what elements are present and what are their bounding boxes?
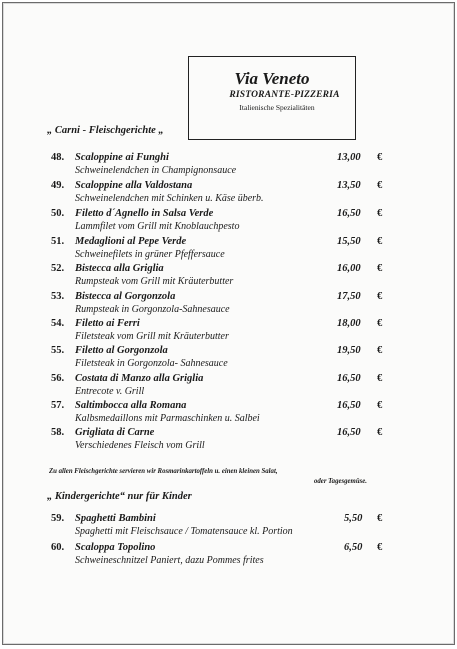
side-dish-note	[49, 467, 367, 487]
item-price: 19,50	[337, 345, 361, 356]
item-number: 58.	[51, 427, 65, 438]
item-description: Schweineschnitzel Paniert, dazu Pommes frites	[75, 555, 264, 566]
restaurant-name: Via Veneto	[234, 69, 310, 88]
currency-symbol: €	[377, 180, 383, 191]
item-number: 50.	[51, 208, 65, 219]
item-price: 16,00	[337, 263, 361, 274]
menu-item	[51, 291, 391, 319]
item-description: Kalbsmedaillons mit Parmaschinken u. Salbei	[75, 413, 260, 424]
item-name: Bistecca alla Griglia	[75, 263, 164, 274]
item-description: Schweinefilets in grüner Pfeffersauce	[75, 249, 225, 260]
item-name: Filetto ai Ferri	[75, 318, 140, 329]
item-number: 49.	[51, 180, 65, 191]
menu-item	[51, 180, 391, 208]
menu-item	[51, 152, 391, 180]
item-description: Entrecote v. Grill	[75, 386, 145, 397]
currency-symbol: €	[377, 542, 383, 553]
item-number: 53.	[51, 291, 65, 302]
meat-section-title: „ Carni - Fleischgerichte „	[47, 125, 164, 136]
item-price: 16,50	[337, 400, 361, 411]
currency-symbol: €	[377, 152, 383, 163]
item-price: 15,50	[337, 236, 361, 247]
item-number: 57.	[51, 400, 65, 411]
menu-page	[2, 2, 455, 645]
item-price: 13,50	[337, 180, 361, 191]
menu-item	[51, 513, 391, 541]
item-name: Costata di Manzo alla Griglia	[75, 373, 204, 384]
item-price: 5,50	[344, 513, 363, 524]
item-name: Bistecca al Gorgonzola	[75, 291, 176, 302]
item-number: 56.	[51, 373, 65, 384]
item-name: Scaloppine ai Funghi	[75, 152, 169, 163]
item-name: Filetto al Gorgonzola	[75, 345, 168, 356]
item-number: 60.	[51, 542, 65, 553]
item-name: Scaloppine alla Valdostana	[75, 180, 193, 191]
item-price: 13,00	[337, 152, 361, 163]
item-number: 51.	[51, 236, 65, 247]
side-dish-note-line: Zu allen Fleischgerichte servieren wir Rosmarinkartoffeln u. einen kleinen Salat,	[49, 468, 278, 475]
menu-item	[51, 345, 391, 373]
item-name: Scaloppa Topolino	[75, 542, 156, 553]
currency-symbol: €	[377, 345, 383, 356]
currency-symbol: €	[377, 400, 383, 411]
currency-symbol: €	[377, 373, 383, 384]
item-price: 18,00	[337, 318, 361, 329]
currency-symbol: €	[377, 291, 383, 302]
item-name: Filetto d´Agnello in Salsa Verde	[75, 208, 214, 219]
restaurant-type: RISTORANTE-PIZZERIA	[229, 90, 340, 100]
item-number: 59.	[51, 513, 65, 524]
item-price: 16,50	[337, 208, 361, 219]
menu-item	[51, 373, 391, 401]
currency-symbol: €	[377, 427, 383, 438]
item-description: Filetsteak vom Grill mit Kräuterbutter	[75, 331, 229, 342]
item-description: Spaghetti mit Fleischsauce / Tomatensauce kl. Portion	[75, 526, 293, 537]
kids-section-title: „ Kindergerichte“ nur für Kinder	[47, 491, 192, 502]
currency-symbol: €	[377, 513, 383, 524]
item-description: Schweinelendchen in Champignonsauce	[75, 165, 237, 176]
item-price: 16,50	[337, 373, 361, 384]
item-price: 16,50	[337, 427, 361, 438]
item-description: Rumpsteak vom Grill mit Kräuterbutter	[75, 276, 234, 287]
currency-symbol: €	[377, 208, 383, 219]
menu-item	[51, 236, 391, 264]
item-number: 48.	[51, 152, 65, 163]
item-price: 6,50	[344, 542, 363, 553]
item-number: 55.	[51, 345, 65, 356]
item-description: Lammfilet vom Grill mit Knoblauchpesto	[75, 221, 240, 232]
item-description: Rumpsteak in Gorgonzola-Sahnesauce	[75, 304, 230, 315]
menu-item	[51, 263, 391, 291]
restaurant-logo-box	[188, 56, 356, 140]
currency-symbol: €	[377, 318, 383, 329]
menu-item	[51, 318, 391, 346]
currency-symbol: €	[377, 263, 383, 274]
menu-item	[51, 208, 391, 236]
menu-item	[51, 542, 391, 570]
item-name: Medaglioni al Pepe Verde	[75, 236, 187, 247]
item-number: 54.	[51, 318, 65, 329]
item-description: Schweinelendchen mit Schinken u. Käse überb.	[75, 193, 264, 204]
side-dish-note-line: oder Tagesgemüse.	[314, 478, 367, 485]
restaurant-tagline: Italienische Spezialitäten	[239, 103, 315, 112]
menu-item	[51, 400, 391, 428]
item-description: Verschiedenes Fleisch vom Grill	[75, 440, 205, 451]
item-price: 17,50	[337, 291, 361, 302]
menu-item	[51, 427, 391, 455]
item-name: Saltimbocca alla Romana	[75, 400, 187, 411]
item-name: Grigliata di Carne	[75, 427, 155, 438]
currency-symbol: €	[377, 236, 383, 247]
item-description: Filetsteak in Gorgonzola- Sahnesauce	[75, 358, 228, 369]
item-number: 52.	[51, 263, 65, 274]
item-name: Spaghetti Bambini	[75, 513, 156, 524]
